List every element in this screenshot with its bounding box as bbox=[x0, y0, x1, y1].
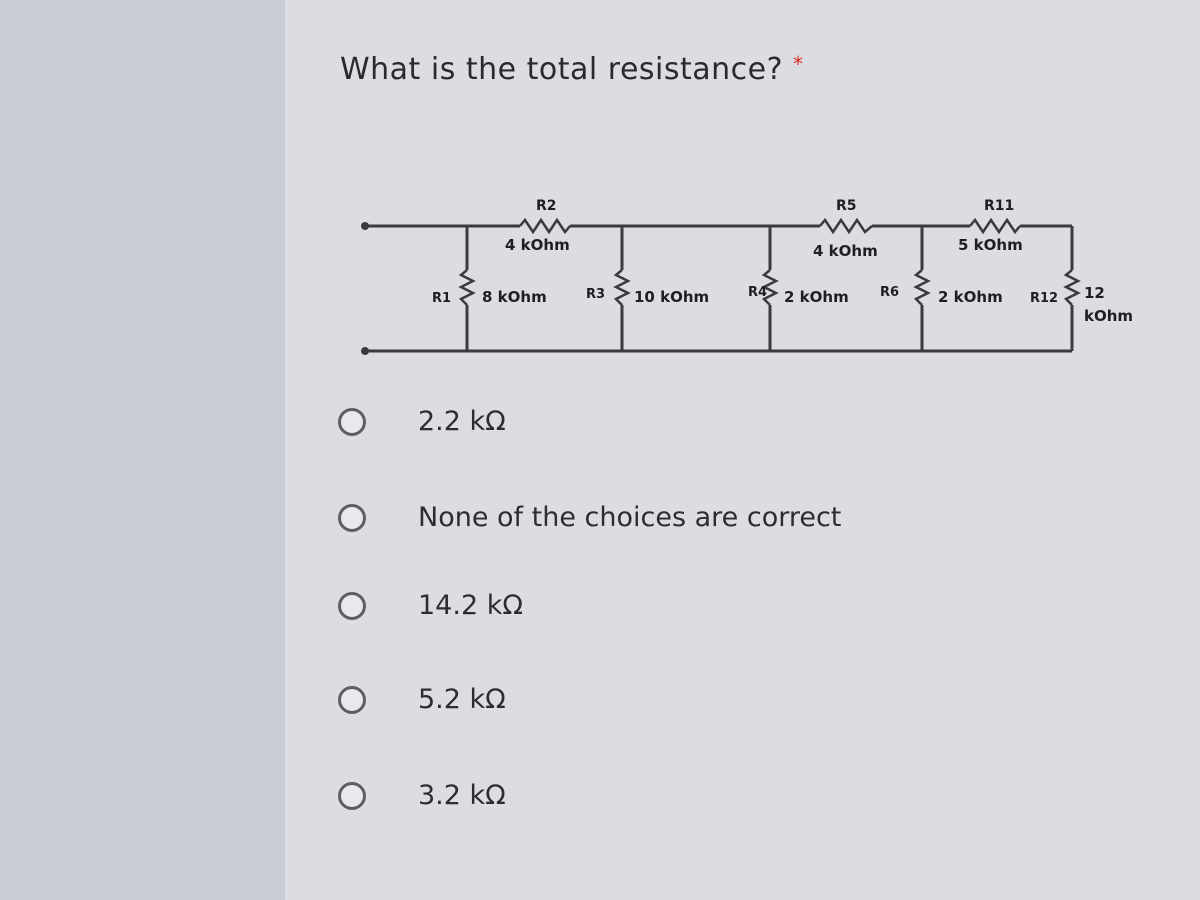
option-label: 3.2 kΩ bbox=[418, 780, 506, 811]
option-label: None of the choices are correct bbox=[418, 502, 842, 533]
resistor-r11-symbol bbox=[970, 220, 1020, 232]
r4-value: 2 kOhm bbox=[784, 288, 849, 306]
r11-name: R11 bbox=[984, 198, 1015, 214]
option-none-correct[interactable] bbox=[338, 502, 841, 533]
radio-button[interactable] bbox=[338, 686, 366, 714]
resistor-r6-symbol bbox=[916, 270, 928, 305]
resistor-r2-symbol bbox=[520, 220, 570, 232]
radio-button[interactable] bbox=[338, 504, 366, 532]
radio-button[interactable] bbox=[338, 782, 366, 810]
required-asterisk: * bbox=[793, 52, 804, 76]
radio-button[interactable] bbox=[338, 408, 366, 436]
r6-value: 2 kOhm bbox=[938, 288, 1003, 306]
r2-name: R2 bbox=[536, 198, 557, 214]
option-label: 14.2 kΩ bbox=[418, 590, 523, 621]
r1-value: 8 kOhm bbox=[482, 288, 547, 306]
option-5-2-kohm[interactable] bbox=[338, 684, 506, 715]
radio-button[interactable] bbox=[338, 592, 366, 620]
option-2-2-kohm[interactable] bbox=[338, 406, 506, 437]
option-label: 5.2 kΩ bbox=[418, 684, 506, 715]
r3-value: 10 kOhm bbox=[634, 288, 710, 306]
terminal-top bbox=[361, 222, 369, 230]
resistor-r5-symbol bbox=[820, 220, 872, 232]
terminal-bottom bbox=[361, 347, 369, 355]
r12-name: R12 bbox=[1030, 291, 1059, 306]
r1-name: R1 bbox=[432, 291, 452, 306]
r5-value: 4 kOhm bbox=[813, 242, 878, 260]
option-label: 2.2 kΩ bbox=[418, 406, 506, 437]
r4-name: R4 bbox=[748, 285, 768, 300]
r5-name: R5 bbox=[836, 198, 857, 214]
r12-value-number: 12 bbox=[1084, 284, 1105, 302]
r11-value: 5 kOhm bbox=[958, 236, 1023, 254]
option-14-2-kohm[interactable] bbox=[338, 590, 523, 621]
resistor-r1-symbol bbox=[461, 270, 473, 305]
resistor-r12-symbol bbox=[1066, 270, 1078, 305]
r2-value: 4 kOhm bbox=[505, 236, 570, 254]
question-text: What is the total resistance? bbox=[340, 52, 784, 87]
r6-name: R6 bbox=[880, 285, 900, 300]
r3-name: R3 bbox=[586, 287, 606, 302]
r12-value-unit: kOhm bbox=[1084, 307, 1134, 325]
resistor-r3-symbol bbox=[616, 270, 628, 305]
option-3-2-kohm[interactable] bbox=[338, 780, 506, 811]
